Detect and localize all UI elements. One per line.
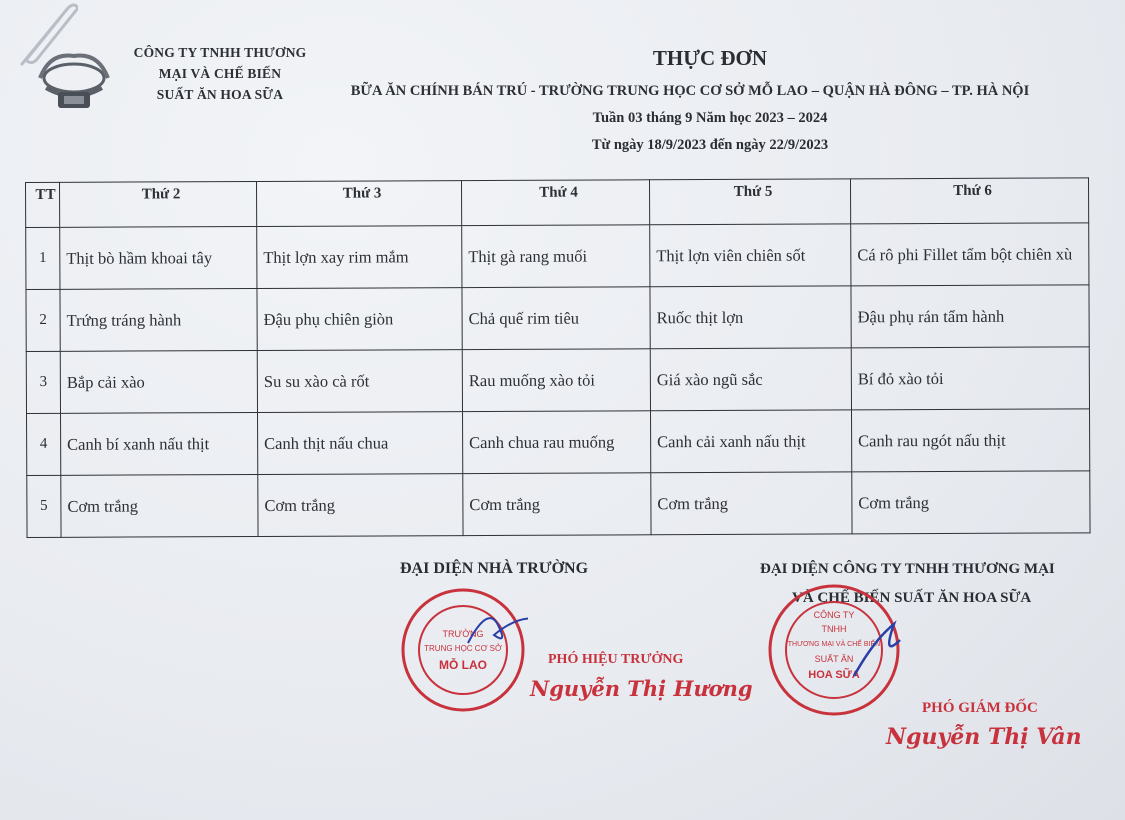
vice-director-name: Nguyễn Thị Vân — [886, 724, 1082, 750]
menu-cell: Cơm trắng — [852, 471, 1090, 534]
company-logo — [30, 48, 118, 114]
column-header-thu-2: Thứ 2 — [60, 181, 257, 227]
menu-cell: Đậu phụ rán tẩm hành — [851, 285, 1089, 348]
table-header-row — [26, 178, 1089, 228]
page-subtitle: BỮA ĂN CHÍNH BÁN TRÚ - TRƯỜNG TRUNG HỌC CƠ SỞ MỖ LAO – QUẬN HÀ ĐÔNG – TP. HÀ NỘI — [350, 83, 1030, 99]
menu-cell: Canh rau ngót nấu thịt — [852, 409, 1090, 472]
table-row — [26, 223, 1089, 290]
company-name-line: SUẤT ĂN HOA SỮA — [156, 87, 284, 102]
menu-cell: Đậu phụ chiên giòn — [257, 288, 462, 351]
menu-cell: Chả quế rim tiêu — [462, 287, 650, 350]
vice-principal-title: PHÓ HIỆU TRƯỞNG — [548, 652, 684, 667]
menu-cell: Rau muống xào tỏi — [462, 349, 650, 412]
menu-cell: Canh cải xanh nấu thịt — [651, 410, 852, 473]
row-number: 4 — [27, 413, 61, 475]
week-info: Tuần 03 tháng 9 Năm học 2023 – 2024 — [592, 110, 828, 126]
row-number: 5 — [27, 475, 61, 537]
menu-cell: Cơm trắng — [258, 474, 463, 537]
menu-cell: Giá xào ngũ sắc — [650, 348, 851, 411]
menu-cell: Bí đỏ xào tỏi — [851, 347, 1089, 410]
company-stamp — [764, 580, 904, 720]
column-header-tt: TT — [26, 182, 60, 227]
stamp-text-line: TNHH — [821, 624, 847, 634]
company-name-block — [120, 42, 320, 105]
company-representative-line: ĐẠI DIỆN CÔNG TY TNHH THƯƠNG MẠI — [760, 561, 1055, 577]
menu-cell: Thịt gà rang muối — [462, 225, 650, 288]
column-header-thu-5: Thứ 5 — [649, 179, 850, 225]
column-header-thu-3: Thứ 3 — [256, 181, 461, 227]
column-header-thu-4: Thứ 4 — [461, 180, 649, 226]
stamp-text-line: CÔNG TY — [813, 610, 855, 620]
school-stamp — [398, 585, 528, 715]
row-number: 3 — [26, 351, 60, 413]
menu-cell: Thịt lợn xay rim mắm — [257, 226, 462, 289]
stamp-text-line: SUẤT ĂN — [814, 654, 854, 664]
menu-cell: Cơm trắng — [651, 472, 852, 535]
menu-cell: Cá rô phi Fillet tẩm bột chiên xù — [851, 223, 1089, 286]
menu-cell: Bắp cải xào — [60, 350, 257, 413]
menu-cell: Canh chua rau muống — [463, 411, 651, 474]
menu-cell: Su su xào cà rốt — [257, 350, 462, 413]
menu-cell: Canh bí xanh nấu thịt — [61, 412, 258, 475]
page-title: THỰC ĐƠN — [652, 46, 768, 70]
date-range: Từ ngày 18/9/2023 đến ngày 22/9/2023 — [591, 137, 829, 153]
table-row — [26, 347, 1089, 414]
stamp-text-line: TRƯỜNG — [442, 629, 484, 639]
stamp-text-line: MỖ LAO — [439, 658, 487, 672]
menu-cell: Canh thịt nấu chua — [258, 412, 463, 475]
menu-cell: Trứng tráng hành — [60, 288, 257, 351]
menu-table — [25, 177, 1091, 538]
stamp-text-line: HOA SỮA — [808, 669, 860, 681]
company-representative-line: VÀ CHẾ BIẾN SUẤT ĂN HOA SỮA — [792, 590, 1032, 606]
column-header-thu-6: Thứ 6 — [850, 178, 1088, 224]
stamp-text-line: TRUNG HỌC CƠ SỞ — [424, 644, 502, 653]
menu-cell: Cơm trắng — [61, 474, 258, 537]
table-row — [26, 285, 1089, 352]
row-number: 1 — [26, 227, 60, 289]
vice-director-title: PHÓ GIÁM ĐỐC — [922, 700, 1038, 716]
vice-principal-name: Nguyễn Thị Hương — [530, 676, 753, 701]
company-name-line: MẠI VÀ CHẾ BIẾN — [158, 66, 282, 81]
row-number: 2 — [26, 289, 60, 351]
menu-cell: Thịt bò hầm khoai tây — [60, 226, 257, 289]
table-row — [27, 409, 1090, 476]
stamp-text-line: THƯƠNG MẠI VÀ CHẾ BIẾN — [787, 641, 881, 648]
school-representative-heading: ĐẠI DIỆN NHÀ TRƯỜNG — [400, 560, 589, 577]
menu-cell: Ruốc thịt lợn — [650, 286, 851, 349]
table-row — [27, 471, 1090, 538]
company-name-line: CÔNG TY TNHH THƯƠNG — [133, 45, 307, 60]
menu-cell: Cơm trắng — [463, 473, 651, 536]
menu-cell: Thịt lợn viên chiên sốt — [650, 224, 851, 287]
